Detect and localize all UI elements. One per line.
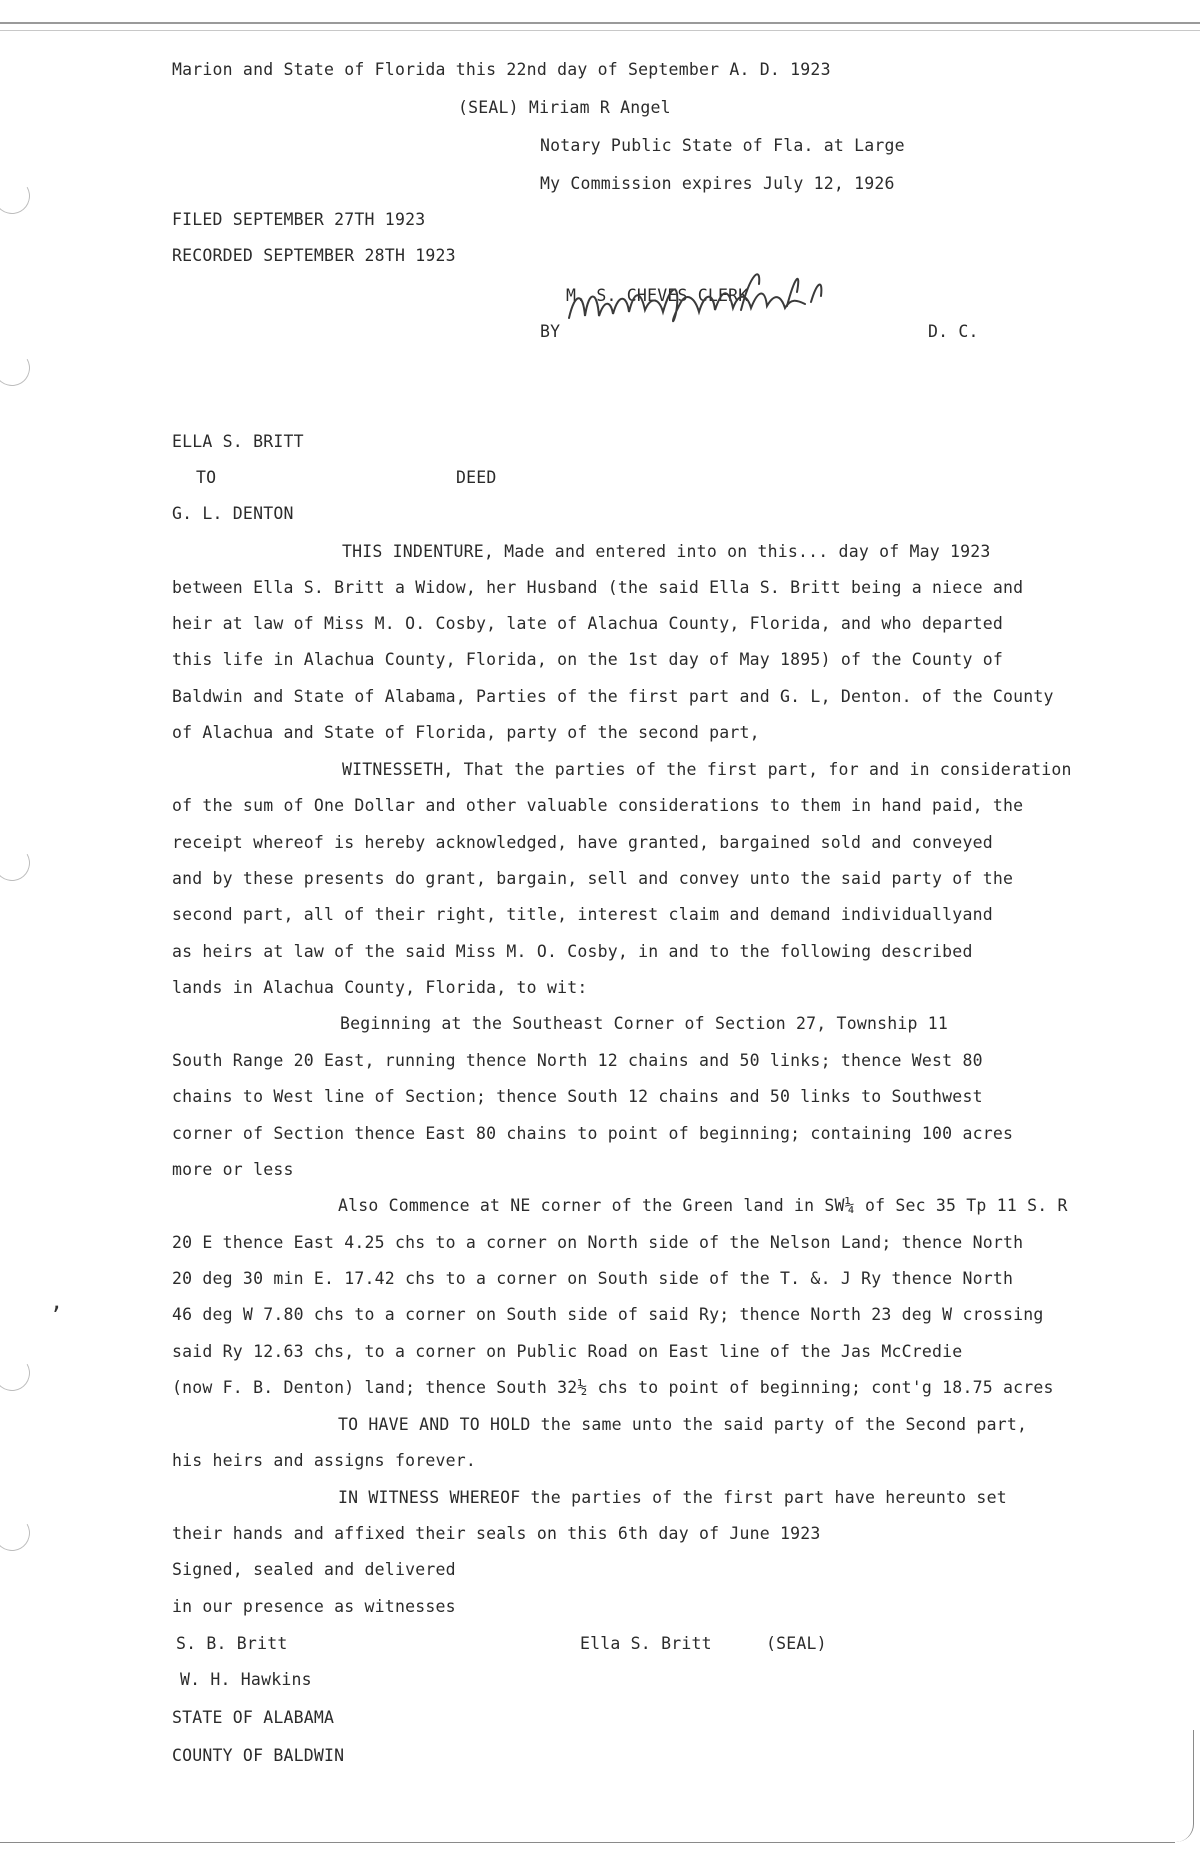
body-line: as heirs at law of the said Miss M. O. Cosby, in and to the following described (172, 942, 973, 961)
body-line: said Ry 12.63 chs, to a corner on Public Road on East line of the Jas McCredie (172, 1342, 963, 1361)
recorded-date: RECORDED SEPTEMBER 28TH 1923 (172, 246, 456, 265)
witness-name: W. H. Hawkins (180, 1670, 312, 1689)
body-line: Signed, sealed and delivered (172, 1560, 456, 1579)
bottom-rule (0, 1842, 1175, 1843)
body-line: 46 deg W 7.80 chs to a corner on South side of said Ry; thence North 23 deg W crossing (172, 1305, 1044, 1324)
binder-hole-mark (0, 1511, 34, 1555)
body-line: WITNESSETH, That the parties of the first part, for and in consideration (342, 760, 1072, 779)
stray-ink-mark: , (50, 1290, 64, 1315)
body-line: Baldwin and State of Alabama, Parties of the first part and G. L, Denton. of the County (172, 687, 1054, 706)
body-line: this life in Alachua County, Florida, on the 1st day of May 1895) of the County of (172, 650, 1003, 669)
binder-hole-mark (0, 174, 34, 218)
body-line: Also Commence at NE corner of the Green land in SW¼ of Sec 35 Tp 11 S. R (338, 1196, 1068, 1215)
body-line: of the sum of One Dollar and other valuable considerations to them in hand paid, the (172, 796, 1024, 815)
grantor-name: ELLA S. BRITT (172, 432, 304, 451)
binder-hole-mark (0, 841, 34, 885)
signer-name: Ella S. Britt (580, 1634, 712, 1653)
page-corner-curl (1175, 1730, 1194, 1842)
body-line: heir at law of Miss M. O. Cosby, late of Alachua County, Florida, and who departed (172, 614, 1003, 633)
filed-date: FILED SEPTEMBER 27TH 1923 (172, 210, 426, 229)
notary-title: Notary Public State of Fla. at Large (540, 136, 905, 155)
top-rule-secondary (0, 30, 1200, 31)
notary-commission: My Commission expires July 12, 1926 (540, 174, 895, 193)
body-line: South Range 20 East, running thence North 12 chains and 50 links; thence West 80 (172, 1051, 983, 1070)
ack-state: STATE OF ALABAMA (172, 1708, 335, 1727)
body-line: (now F. B. Denton) land; thence South 32½ chs to point of beginning; cont'g 18.75 acres (172, 1378, 1054, 1397)
body-line: THIS INDENTURE, Made and entered into on this... day of May 1923 (342, 542, 991, 561)
notary-seal-name: (SEAL) Miriam R Angel (458, 98, 671, 117)
body-line: and by these presents do grant, bargain, sell and convey unto the said party of the (172, 869, 1014, 888)
clerk-name: M. S. CHEVES CLERK (566, 286, 749, 305)
notary-line: Marion and State of Florida this 22nd day of September A. D. 1923 (172, 60, 831, 79)
body-line: lands in Alachua County, Florida, to wit: (172, 978, 588, 997)
body-line: between Ella S. Britt a Widow, her Husband (the said Ella S. Britt being a niece and (172, 578, 1024, 597)
ack-county: COUNTY OF BALDWIN (172, 1746, 345, 1765)
top-rule (0, 22, 1200, 24)
witness-name: S. B. Britt (176, 1634, 288, 1653)
body-line: 20 deg 30 min E. 17.42 chs to a corner on South side of the T. &. J Ry thence North (172, 1269, 1014, 1288)
body-line: IN WITNESS WHEREOF the parties of the first part have hereunto set (338, 1488, 1007, 1507)
body-line: his heirs and assigns forever. (172, 1451, 477, 1470)
body-line: chains to West line of Section; thence South 12 chains and 50 links to Southwest (172, 1087, 983, 1106)
binder-hole-mark (0, 346, 34, 390)
binder-hole-mark (0, 1351, 34, 1395)
body-line: receipt whereof is hereby acknowledged, have granted, bargained sold and conveyed (172, 833, 993, 852)
document-type: DEED (456, 468, 497, 487)
clerk-signature (555, 262, 885, 338)
body-line: of Alachua and State of Florida, party of the second part, (172, 723, 760, 742)
grantee-name: G. L. DENTON (172, 504, 294, 523)
body-line: Beginning at the Southeast Corner of Section 27, Township 11 (340, 1014, 949, 1033)
body-line: their hands and affixed their seals on this 6th day of June 1923 (172, 1524, 821, 1543)
to-label: TO (196, 468, 217, 487)
body-line: 20 E thence East 4.25 chs to a corner on North side of the Nelson Land; thence North (172, 1233, 1024, 1252)
signer-seal: (SEAL) (766, 1634, 827, 1653)
body-line: more or less (172, 1160, 294, 1179)
body-line: in our presence as witnesses (172, 1597, 456, 1616)
body-line: TO HAVE AND TO HOLD the same unto the said party of the Second part, (338, 1415, 1028, 1434)
body-line: corner of Section thence East 80 chains to point of beginning; containing 100 acres (172, 1124, 1014, 1143)
body-line: second part, all of their right, title, interest claim and demand individuallyand (172, 905, 993, 924)
deputy-clerk-label: D. C. (928, 322, 979, 341)
by-label: BY (540, 322, 561, 341)
